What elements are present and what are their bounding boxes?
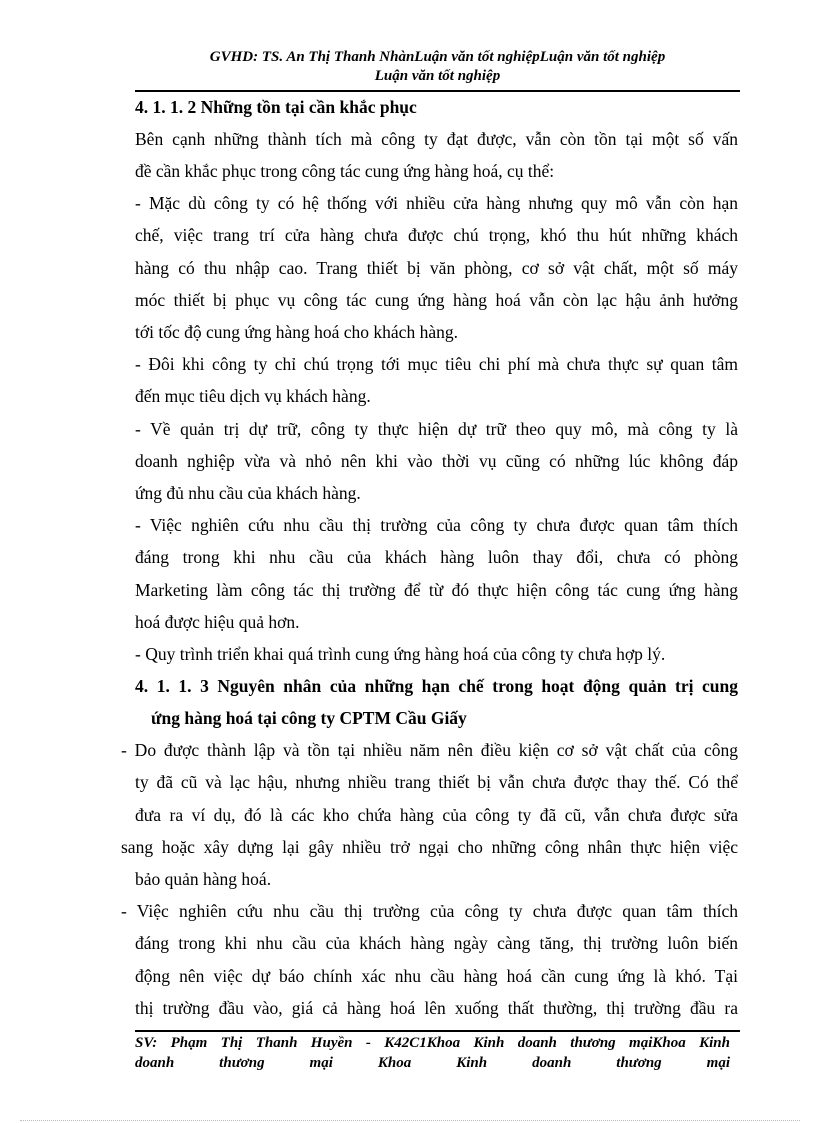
footer-line-2-right: Khoa Kinh doanh thương mại	[377, 1055, 730, 1071]
paragraph-line: móc thiết bị phục vụ công tác cung ứng hàng hoá vẫn còn lạc hậu ảnh hưởng	[135, 290, 738, 310]
paragraph-line: Marketing làm công tác thị trường để từ đó thực hiện công tác cung ứng hàng	[135, 580, 738, 600]
paragraph-line: đáng trong khi nhu cầu của khách hàng ngày càng tăng, thị trường luôn biến	[135, 933, 738, 953]
paragraph-line: ty đã cũ và lạc hậu, nhưng nhiều trang thiết bị vẫn chưa được thay thế. Có thể	[135, 772, 738, 792]
paragraph-line: đưa ra ví dụ, đó là các kho chứa hàng của công ty đã cũ, vẫn chưa được sửa	[135, 805, 738, 825]
footer-rule	[135, 1030, 740, 1032]
footer-line-1: SV: Phạm Thị Thanh Huyền - K42C1Khoa Kinh doanh thương mạiKhoa Kinh	[135, 1035, 730, 1051]
paragraph-line: bảo quản hàng hoá.	[135, 869, 272, 889]
paragraph-line: - Mặc dù công ty có hệ thống với nhiều cửa hàng nhưng quy mô vẫn còn hạn	[135, 193, 738, 213]
header-rule	[135, 90, 740, 92]
paragraph-line: chế, việc trang trí cửa hàng chưa được chú trọng, khó thu hút những khách	[135, 225, 738, 245]
paragraph-line: ứng đủ nhu cầu của khách hàng.	[135, 483, 361, 503]
paragraph-line: động nên việc dự báo chính xác nhu cầu hàng hoá cần cung ứng là khó. Tại	[135, 966, 738, 986]
paragraph-line: đáng trong khi nhu cầu của khách hàng luôn thay đổi, chưa có phòng	[135, 547, 738, 567]
paragraph-line: - Quy trình triển khai quá trình cung ứng hàng hoá của công ty chưa hợp lý.	[135, 644, 666, 664]
footer-line-2	[135, 1053, 730, 1073]
paragraph-line: sang hoặc xây dựng lại gây nhiều trở ngại cho những công nhân thực hiện việc	[121, 837, 738, 857]
page-bottom-dotted-border	[20, 1120, 800, 1121]
paragraph-line: doanh nghiệp vừa và nhỏ nên khi vào thời vụ cũng có những lúc không đáp	[135, 451, 738, 471]
paragraph-line: hàng có thu nhập cao. Trang thiết bị văn phòng, cơ sở vật chất, một số máy	[135, 258, 738, 278]
header-line-2: Luận văn tốt nghiệp	[374, 68, 501, 84]
paragraph-line: - Đôi khi công ty chỉ chú trọng tới mục tiêu chi phí mà chưa thực sự quan tâm	[135, 354, 738, 374]
paragraph-line: tới tốc độ cung ứng hàng hoá cho khách hàng.	[135, 322, 458, 342]
paragraph-line: - Việc nghiên cứu nhu cầu thị trường của công ty chưa được quan tâm thích	[135, 515, 738, 535]
section-heading-4-1-1-2: 4. 1. 1. 2 Những tồn tại cần khắc phục	[135, 97, 417, 117]
paragraph-line: Bên cạnh những thành tích mà công ty đạt được, vẫn còn tồn tại một số vấn	[135, 129, 738, 149]
paragraph-line: thị trường đầu vào, giá cả hàng hoá lên xuống thất thường, thị trường đầu ra	[135, 998, 738, 1018]
page-header	[135, 48, 740, 86]
paragraph-line: hoá được hiệu quả hơn.	[135, 612, 300, 632]
section-heading-4-1-1-3: 4. 1. 1. 3 Nguyên nhân của những hạn chế trong hoạt động quản trị cung	[135, 676, 738, 696]
paragraph-line: đến mục tiêu dịch vụ khách hàng.	[135, 386, 371, 406]
paragraph-line: - Việc nghiên cứu nhu cầu thị trường của công ty chưa được quan tâm thích	[121, 901, 738, 921]
page-footer	[135, 1033, 730, 1073]
section-heading-4-1-1-3-cont: ứng hàng hoá tại công ty CPTM Cầu Giấy	[151, 708, 467, 728]
paragraph-line: đề cần khắc phục trong công tác cung ứng hàng hoá, cụ thể:	[135, 161, 555, 181]
header-line-1: GVHD: TS. An Thị Thanh NhànLuận văn tốt nghiệpLuận văn tốt nghiệp	[209, 49, 666, 65]
paragraph-line: - Về quản trị dự trữ, công ty thực hiện dự trữ theo quy mô, mà công ty là	[135, 419, 738, 439]
paragraph-line: - Do được thành lập và tồn tại nhiều năm nên điều kiện cơ sở vật chất của công	[121, 740, 738, 760]
footer-line-2-left: doanh thương mại	[135, 1055, 333, 1071]
